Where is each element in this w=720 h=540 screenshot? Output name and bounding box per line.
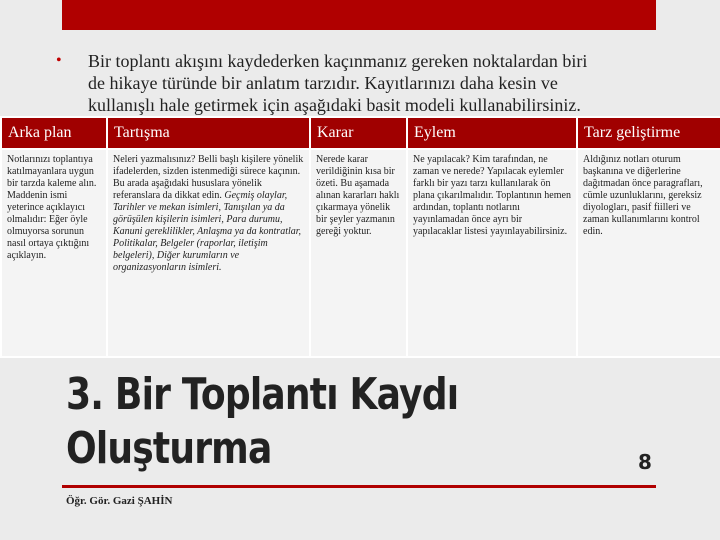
- table-row: [1, 149, 720, 357]
- slide-title-line-2: Oluşturma: [66, 423, 272, 474]
- cell-tartisma-text: Neleri yazmalısınız? Belli başlı kişilere yönelik ifadelerden, sizden istenmediği sürece kaçının. Bu arada aşağıdaki hususlara yönelik referanslara da dikkat edin.: [113, 154, 304, 201]
- cell-tartisma-italic: Geçmiş olaylar, Tarihler ve mekan isimleri, Tanışılan ya da görüşülen kişilerin isimleri, Para durumu, Kanuni gereklilikler, Anlaşma ya da kontratlar, Politikalar, Belgeler (raporlar, iletişim belgeleri), Diğer kurumların ve organizasyonların isimleri.: [113, 190, 302, 273]
- bullet-paragraph: [56, 50, 690, 116]
- slide-title-line-1: 3. Bir Toplantı Kaydı: [66, 369, 459, 420]
- header-tarz-gelistirme: Tarz geliştirme: [577, 117, 720, 149]
- bullet-line-2: de hikaye türünde bir anlatım tarzıdır. Kayıtlarınızı daha kesin ve: [88, 73, 558, 93]
- bullet-line-3: kullanışlı hale getirmek için aşağıdaki basit modeli kullanabilirsiniz.: [88, 95, 581, 115]
- cell-tarz-gelistirme: Aldığınız notları oturum başkanına ve diğerlerine dağıtmadan önce paragrafları, cümle uzunluklarını, gereksiz diyologları, pasif fiilleri ve zaman kullanımlarını kontrol edin.: [577, 149, 720, 357]
- bullet-line-1: Bir toplantı akışını kaydederken kaçınmanız gereken noktalardan biri: [88, 51, 588, 71]
- top-accent-bar: [62, 0, 656, 30]
- minutes-model-table: [0, 116, 720, 358]
- cell-tartisma: [107, 149, 310, 357]
- header-tartisma: Tartışma: [107, 117, 310, 149]
- header-karar: Karar: [310, 117, 407, 149]
- author-name: Öğr. Gör. Gazi ŞAHİN: [66, 495, 173, 507]
- slide-title: [66, 368, 458, 476]
- header-arka-plan: Arka plan: [1, 117, 107, 149]
- cell-eylem: Ne yapılacak? Kim tarafından, ne zaman ve nerede? Yapılacak eylemler farklı bir yazı tarzı kullanılarak ön plana çıkarılmalıdır. Toplantının hemen ardından, toplantı notlarını yayınlamadan önce ayrı bir yapılacaklar listesi yayınlayabilirsiniz.: [407, 149, 577, 357]
- cell-arka-plan: Notlarınızı toplantıya katılmayanlara uygun bir tarzda kaleme alın. Maddenin ismi yeterince açıklayıcı olmalıdır: Eğer öyle olmuyorsa sorunun nasıl ortaya çıktığını açıklayın.: [1, 149, 107, 357]
- page-number: 8: [638, 450, 652, 474]
- cell-karar: Nerede karar verildiğinin kısa bir özeti. Bu aşamada alınan kararları haklı çıkarmaya yönelik bir şeyler yazmanın gereği yoktur.: [310, 149, 407, 357]
- table-header-row: [1, 117, 720, 149]
- bullet-icon: •: [56, 52, 62, 69]
- header-eylem: Eylem: [407, 117, 577, 149]
- bottom-divider: [62, 485, 656, 488]
